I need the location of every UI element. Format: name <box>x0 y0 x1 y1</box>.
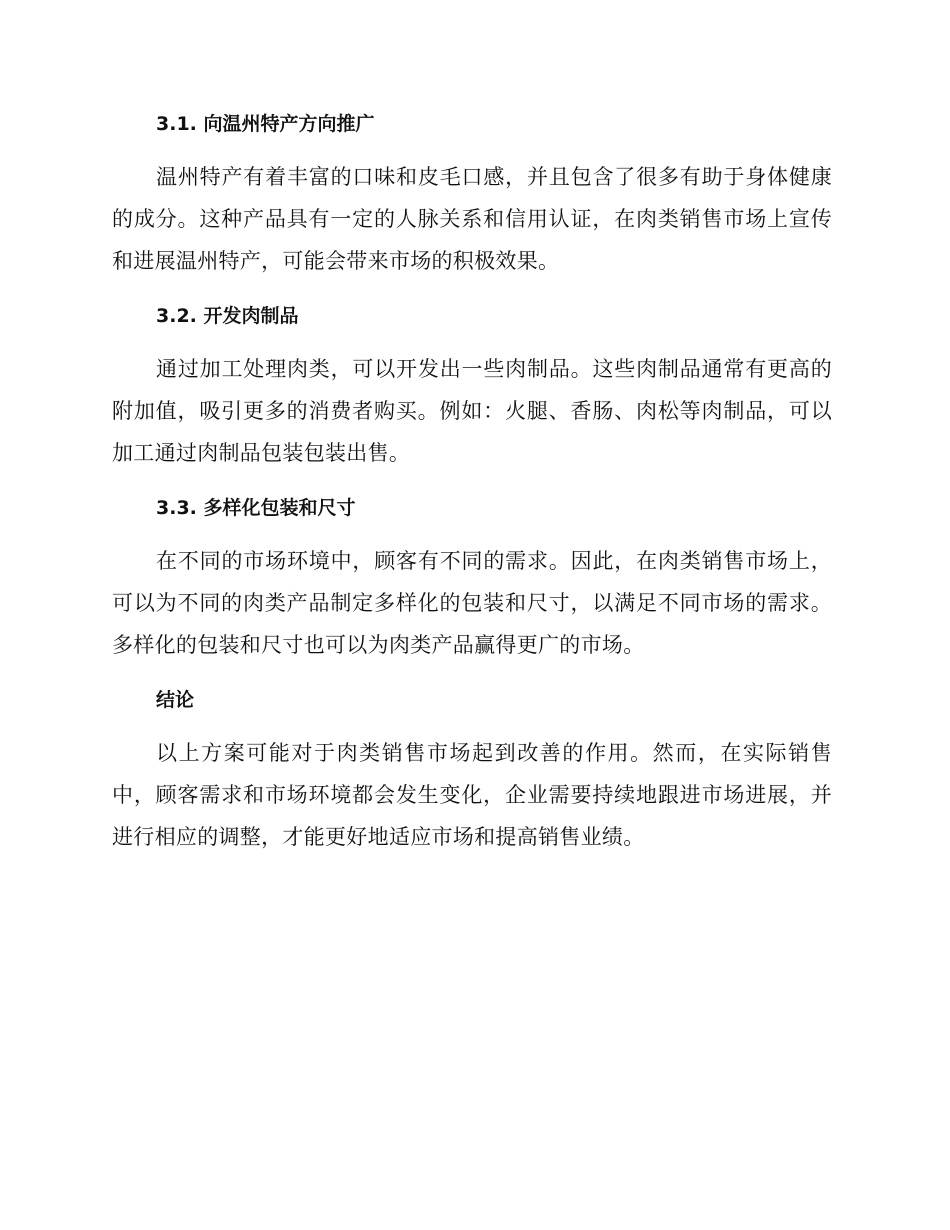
section-3-2 <box>112 302 832 474</box>
document-page <box>112 110 832 878</box>
section-paragraph: 在不同的市场环境中，顾客有不同的需求。因此，在肉类销售市场上，可以为不同的肉类产品制定多样化的包装和尺寸，以满足不同市场的需求。多样化的包装和尺寸也可以为肉类产品赢得更广的市场。 <box>112 549 832 657</box>
section-paragraph: 以上方案可能对于肉类销售市场起到改善的作用。然而，在实际销售中，顾客需求和市场环境都会发生变化，企业需要持续地跟进市场进展，并进行相应的调整，才能更好地适应市场和提高销售业绩。 <box>112 741 832 849</box>
section-conclusion <box>112 686 832 858</box>
section-heading: 结论 <box>156 689 195 711</box>
section-heading: 3.1. 向温州特产方向推广 <box>156 113 375 135</box>
section-paragraph: 温州特产有着丰富的口味和皮毛口感，并且包含了很多有助于身体健康的成分。这种产品具有一定的人脉关系和信用认证，在肉类销售市场上宣传和进展温州特产，可能会带来市场的积极效果。 <box>112 165 832 273</box>
section-3-3 <box>112 494 832 666</box>
section-heading: 3.3. 多样化包装和尺寸 <box>156 497 356 519</box>
section-heading: 3.2. 开发肉制品 <box>156 305 299 327</box>
section-3-1 <box>112 110 832 282</box>
section-paragraph: 通过加工处理肉类，可以开发出一些肉制品。这些肉制品通常有更高的附加值，吸引更多的消费者购买。例如：火腿、香肠、肉松等肉制品，可以加工通过肉制品包装包装出售。 <box>112 357 832 465</box>
